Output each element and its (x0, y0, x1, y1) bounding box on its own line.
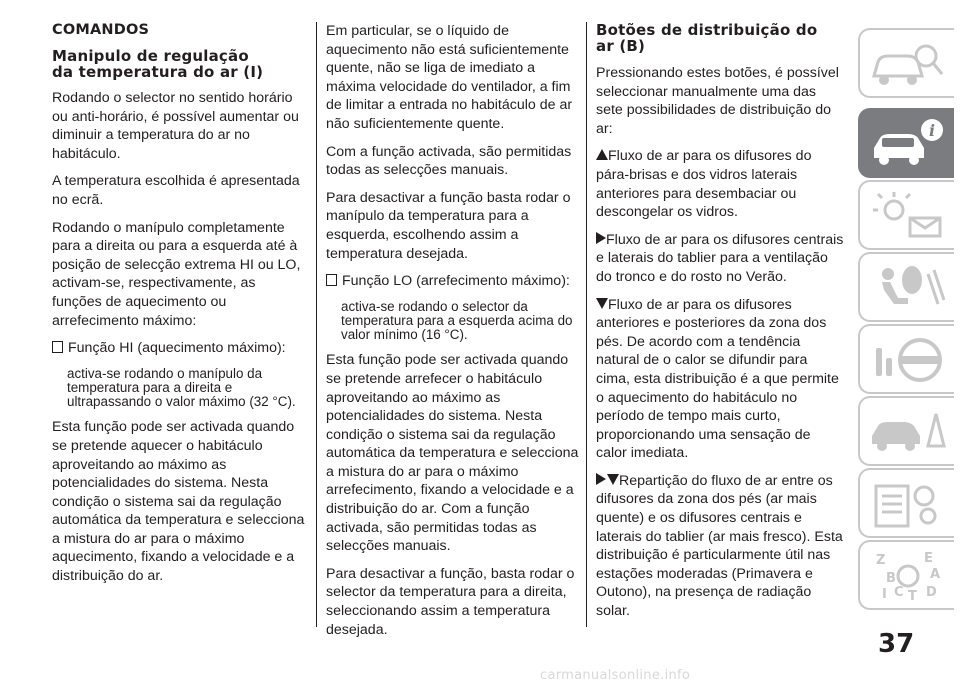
bullet-label: Função HI (aquecimento máximo): (68, 340, 286, 357)
arrow-down-icon (607, 474, 619, 485)
bullet-item-hi (52, 339, 307, 358)
tab-index[interactable] (858, 540, 954, 610)
index-letter: E (924, 551, 933, 566)
airflow-item-face (596, 231, 844, 287)
paragraph: Pressionando estes botões, é possível seleccionar manualmente uma das sete possibilidades de distribuição do ar: (596, 65, 839, 137)
airflow-item-feet (596, 296, 844, 463)
tab-warning-lights[interactable] (858, 180, 954, 250)
column-divider (586, 22, 587, 627)
index-letter: I (882, 587, 887, 602)
section-heading: COMANDOS (52, 22, 150, 38)
tab-car-info[interactable] (858, 108, 954, 178)
tab-steering[interactable] (858, 324, 954, 394)
paragraph: Para desactivar a função, basta rodar o selector da temperatura para a direita, seleccionando assim a temperatura desejada. (326, 565, 575, 638)
subsection-heading-line1: Botões de distribuição do (596, 21, 818, 39)
index-letter: C (894, 585, 904, 600)
index-letter: B (886, 571, 896, 586)
car-info-icon (868, 116, 948, 172)
tab-settings[interactable] (858, 468, 954, 538)
arrow-right-icon (596, 473, 606, 485)
warning-lights-icon (868, 188, 948, 244)
index-letter: A (930, 567, 941, 582)
paragraph: Para desactivar a função basta rodar o manípulo da temperatura para a esquerda, escolhendo assim a temperatura desejada. (326, 189, 571, 262)
alphabet-index-icon (868, 548, 948, 604)
svg-text:i: i (928, 121, 936, 140)
bullet-label: Função LO (arrefecimento máximo): (342, 273, 570, 290)
column-right (596, 22, 844, 630)
paragraph: A temperatura escolhida é apresentada no ecrã. (52, 173, 300, 208)
column-divider (316, 22, 317, 627)
airflow-item-text: Repartição do fluxo de ar entre os difusores da zona dos pés (ar mais quente) e os difusores centrais e laterais do tablier (ar mais fresco). Esta distribuição é particularmente útil nas estações moderadas (Primavera e Outono), na presença de radiação solar. (596, 472, 843, 620)
paragraph: Esta função pode ser activada quando se pretende aquecer o habitáculo aproveitando ao máximo as potencialidades do sistema. Nesta condição o sistema sai da regulação automática da temperatura e selecciona a mistura do ar para o máximo aquecimento, fixando a velocidade e a distribuição do ar. (52, 419, 305, 585)
index-letter: T (908, 589, 917, 604)
page-number: 37 (878, 629, 915, 659)
bullet-detail: activa-se rodando o selector da temperatura para a esquerda acima do valor mínimo (16 °C). (341, 298, 573, 343)
subsection-heading (52, 48, 307, 80)
airflow-item-windscreen (596, 147, 844, 221)
car-search-icon (868, 36, 948, 92)
paragraph: Rodando o manípulo completamente para a direita ou para a esquerda até à posição de selecção extrema HI ou LO, activam-se, respectivamente, as funções de aquecimento ou arrefecimento máximo: (52, 219, 301, 329)
settings-document-icon (868, 476, 948, 532)
tab-car-search[interactable] (858, 28, 954, 98)
column-left (52, 22, 307, 595)
car-breakdown-icon (868, 404, 948, 460)
arrow-right-icon (596, 232, 606, 244)
bullet-detail: activa-se rodando o manípulo da temperatura para a direita e ultrapassando o valor máximo (32 °C). (67, 365, 296, 410)
index-letter: Z (876, 553, 886, 568)
column-middle (326, 22, 581, 648)
arrow-up-icon (596, 149, 608, 160)
airflow-item-text: Fluxo de ar para os difusores centrais e laterais do tablier para a ventilação do tronco e do rosto no Verão. (596, 231, 844, 285)
subsection-heading-line2: da temperatura do ar (I) (52, 63, 264, 81)
paragraph: Esta função pode ser activada quando se pretende arrefecer o habitáculo aproveitando ao máximo as potencialidades do sistema. Nesta condição o sistema sai da regulação automática da temperatura e selecciona a mistura do ar para o máximo arrefecimento, fixando a velocidade e a distribuição do ar. Com a função activada, são permitidas todas as selecções manuais. (326, 352, 579, 555)
steering-wheel-icon (868, 332, 948, 388)
checkbox-bullet-icon (52, 341, 63, 353)
bullet-item-lo (326, 272, 581, 291)
airbag-seat-icon (868, 260, 948, 316)
index-letter: D (926, 585, 937, 600)
subsection-heading (596, 22, 844, 54)
airflow-item-text: Fluxo de ar para os difusores do pára-brisas e dos vidros laterais anteriores para desembaciar ou descongelar os vidros. (596, 148, 812, 221)
subsection-heading-line2: ar (B) (596, 37, 646, 55)
paragraph: Em particular, se o líquido de aquecimento não está suficientemente quente, não se liga de imediato a máxima velocidade do ventilador, a fim de limitar a entrada no habitáculo de ar não suficientemente quente. (326, 23, 573, 132)
subsection-heading-line1: Manipulo de regulação (52, 47, 249, 65)
airflow-item-text: Fluxo de ar para os difusores anteriores e posteriores da zona dos pés. De acordo com a tendência natural de o calor se difundir para cima, esta distribuição é a que permite o aquecimento do habitáculo no período de tempo mais curto, proporcionando uma sensação de calor imediata. (596, 296, 839, 462)
airflow-item-face-feet (596, 472, 844, 621)
footer-watermark: carmanualsonline.info (540, 668, 691, 683)
paragraph: Rodando o selector no sentido horário ou anti-horário, é possível aumentar ou diminuir a temperatura do ar no habitáculo. (52, 90, 299, 162)
tab-airbag[interactable] (858, 252, 954, 322)
tab-breakdown[interactable] (858, 396, 954, 466)
checkbox-bullet-icon (326, 274, 337, 286)
paragraph: Com a função activada, são permitidas todas as selecções manuais. (326, 143, 572, 179)
arrow-down-icon (596, 298, 608, 309)
